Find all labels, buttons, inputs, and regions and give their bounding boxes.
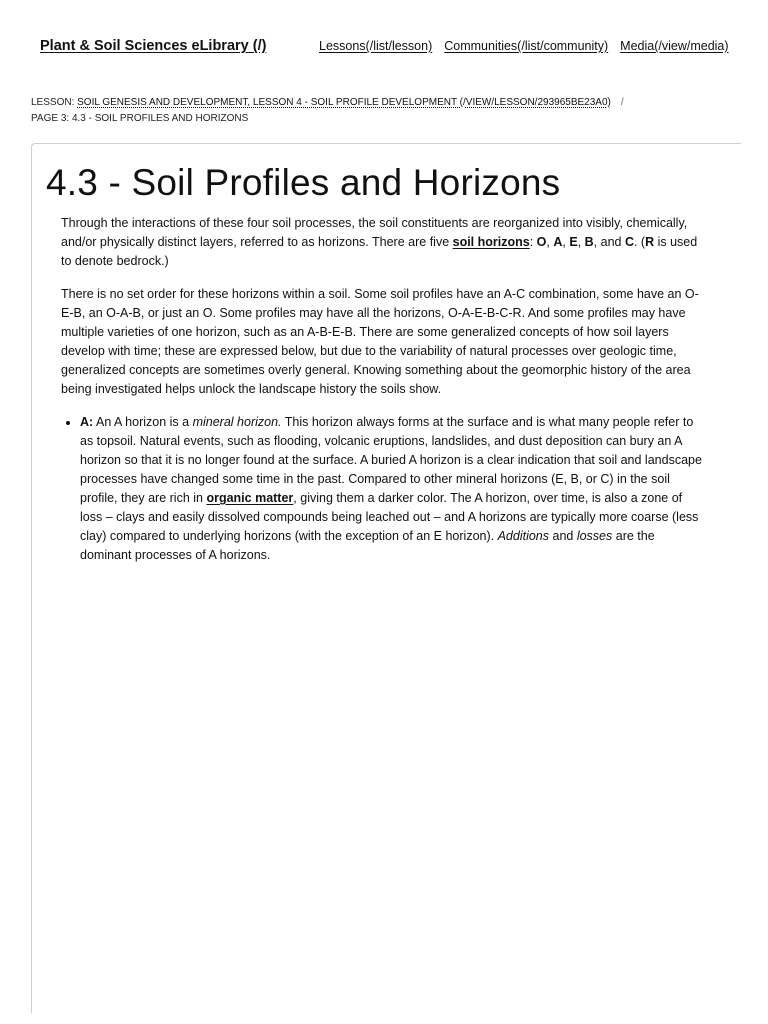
text-run: :: [529, 235, 537, 249]
paragraph-horizons-intro: [61, 214, 706, 271]
nav-link-lessons[interactable]: Lessons(/list/lesson): [319, 39, 433, 53]
text-run: An A horizon is a: [93, 415, 193, 429]
text-run: ,: [562, 235, 570, 249]
horizon-b-label: B: [584, 235, 594, 249]
list-item-a-horizon: [80, 413, 706, 565]
brand-home-link[interactable]: Plant & Soil Sciences eLibrary (/): [40, 38, 267, 54]
text-run: ,: [546, 235, 554, 249]
page-title: 4.3 - Soil Profiles and Horizons: [46, 162, 561, 203]
nav-links: [319, 39, 729, 53]
horizon-list: [61, 413, 706, 565]
horizon-o-label: O: [536, 235, 547, 249]
horizon-a-label: A: [553, 235, 563, 249]
breadcrumb-lesson-link[interactable]: SOIL GENESIS AND DEVELOPMENT, LESSON 4 - SOIL PROFILE DEVELOPMENT (/VIEW/LESSON/293965BE23A0): [77, 97, 611, 108]
text-run: , giving them a darker color. The A horizon, over time, is also a zone of loss – clays and easily dissolved compounds being leached out – and A horizons are typically more coarse (less clay) compared to underlying horizons (with the exception of an E horizon).: [80, 491, 699, 543]
text-run: and: [549, 529, 577, 543]
text-run: mineral horizon.: [192, 415, 282, 429]
paragraph-horizon-order: There is no set order for these horizons within a soil. Some soil profiles have an A-C combination, some have an O-E-B, an O-A-B, or just an O. Some profiles may have all the horizons, O-A-E-B-C-R. And some profiles may have multiple varieties of one horizon, such as an A-B-E-B. There are some generalized concepts of how soil layers develop with time; these are expressed below, but due to the variability of natural processes over geologic time, generalized concepts are sometimes overly general. Knowing something about the geomorphic history of the area being investigated helps unlock the landscape history the soils show.: [61, 287, 699, 396]
nav-link-media[interactable]: Media(/view/media): [620, 39, 729, 53]
text-run: are the dominant processes of A horizons.: [80, 529, 655, 562]
breadcrumb: [31, 95, 731, 127]
a-horizon-label: A:: [80, 415, 94, 429]
organic-matter-link[interactable]: organic matter: [206, 491, 294, 505]
text-run: . (: [633, 235, 646, 249]
text-run: losses: [576, 529, 613, 543]
breadcrumb-separator: /: [620, 97, 624, 108]
top-navigation: [40, 38, 738, 58]
horizon-e-label: E: [569, 235, 578, 249]
breadcrumb-current-page: PAGE 3: 4.3 - SOIL PROFILES AND HORIZONS: [31, 113, 249, 124]
text-run: Additions: [497, 529, 550, 543]
article-body: [61, 214, 706, 565]
text-run: is used to denote bedrock.): [61, 235, 698, 268]
breadcrumb-lesson-prefix: LESSON:: [31, 97, 78, 108]
soil-horizons-link[interactable]: soil horizons: [452, 235, 530, 249]
text-run: This horizon always forms at the surface and is what many people refer to as topsoil. Natural events, such as flooding, volcanic eruptions, landslides, and dust deposition can bury an A horizon so that it is no longer found at the surface. A buried A horizon is a clear indication that soil and landscape processes have changed some time in the past. Compared to other mineral horizons (E, B, or C) in the soil profile, they are rich in: [80, 415, 702, 505]
text-run: ,: [577, 235, 585, 249]
nav-link-communities[interactable]: Communities(/list/community): [444, 39, 609, 53]
text-run: , and: [593, 235, 625, 249]
horizon-c-label: C: [624, 235, 634, 249]
breadcrumb-lesson-line: [31, 95, 731, 111]
text-run: Through the interactions of these four soil processes, the soil constituents are reorganized into visibly, chemically, and/or physically distinct layers, referred to as horizons. There are five: [61, 216, 688, 249]
horizon-r-label: R: [645, 235, 655, 249]
